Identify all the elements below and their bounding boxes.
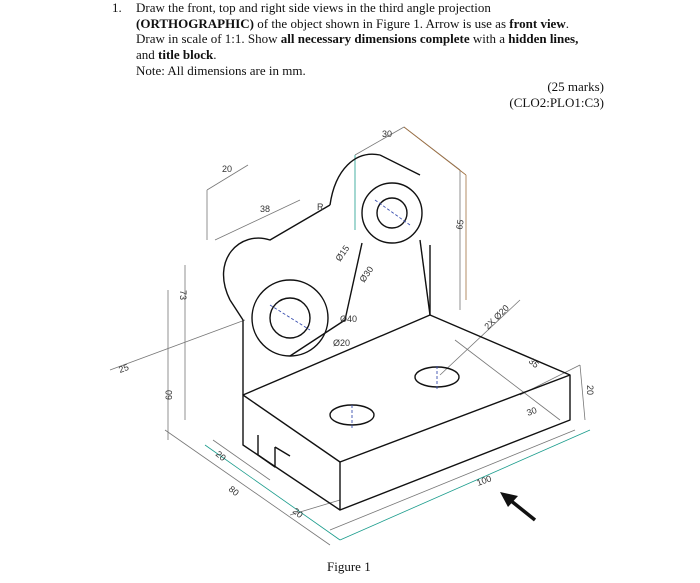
note-text: Note: All dimensions are in mm. xyxy=(136,63,306,78)
dim-60: 60 xyxy=(164,389,174,400)
front-view-arrow-icon xyxy=(500,492,535,520)
object-outline xyxy=(224,154,570,510)
line4-text: and xyxy=(136,46,159,62)
bold-hidden-lines: hidden lines, xyxy=(508,31,579,46)
bold-orthographic: (ORTHOGRAPHIC) xyxy=(136,15,254,31)
dim-dia-30: Ø30 xyxy=(357,264,376,285)
dim-dia-40: Ø40 xyxy=(340,314,358,324)
clo-value: (CLO2:PLO1:C3) xyxy=(509,94,604,110)
dim-73: 73 xyxy=(178,290,188,301)
dim-100: 100 xyxy=(475,473,493,488)
dim-35: 35 xyxy=(526,355,541,370)
marks-value: (25 marks) xyxy=(547,79,604,94)
dim-25: 25 xyxy=(117,362,131,375)
line3-text-b: with a xyxy=(469,31,509,46)
dim-20-bottom: 20 xyxy=(290,505,305,520)
brown-dimension-lines xyxy=(404,127,466,300)
question-number: 1. xyxy=(112,0,122,15)
dimension-lines xyxy=(110,127,585,545)
dim-20-top: 20 xyxy=(222,164,233,174)
bold-title-block: title block xyxy=(158,46,214,62)
dim-30: 30 xyxy=(382,129,393,139)
bold-front-view: front view xyxy=(509,15,566,31)
dim-20-left: 20 xyxy=(213,448,228,463)
line3-text: Draw in scale of 1:1. Show xyxy=(136,31,281,46)
dim-r: R xyxy=(317,202,324,212)
bold-dimensions: all necessary dimensions complete xyxy=(280,31,470,46)
dim-dia-20: Ø20 xyxy=(333,338,351,348)
dim-80: 80 xyxy=(226,483,241,498)
dim-38: 38 xyxy=(260,204,271,214)
dim-65: 65 xyxy=(454,218,466,231)
dim-30-right: 30 xyxy=(525,405,539,418)
dim-2x-dia-20: 2X Ø20 xyxy=(482,302,512,332)
line2-end: . xyxy=(565,15,569,31)
question-line-1: Draw the front, top and right side views in the third angle projection xyxy=(136,0,491,15)
dim-20-right: 20 xyxy=(585,385,595,396)
figure-caption: Figure 1 xyxy=(327,559,371,574)
line2-text: of the object shown in Figure 1. Arrow is use as xyxy=(253,15,510,31)
line4-end: . xyxy=(213,46,217,62)
dim-dia-15: Ø15 xyxy=(333,243,352,264)
